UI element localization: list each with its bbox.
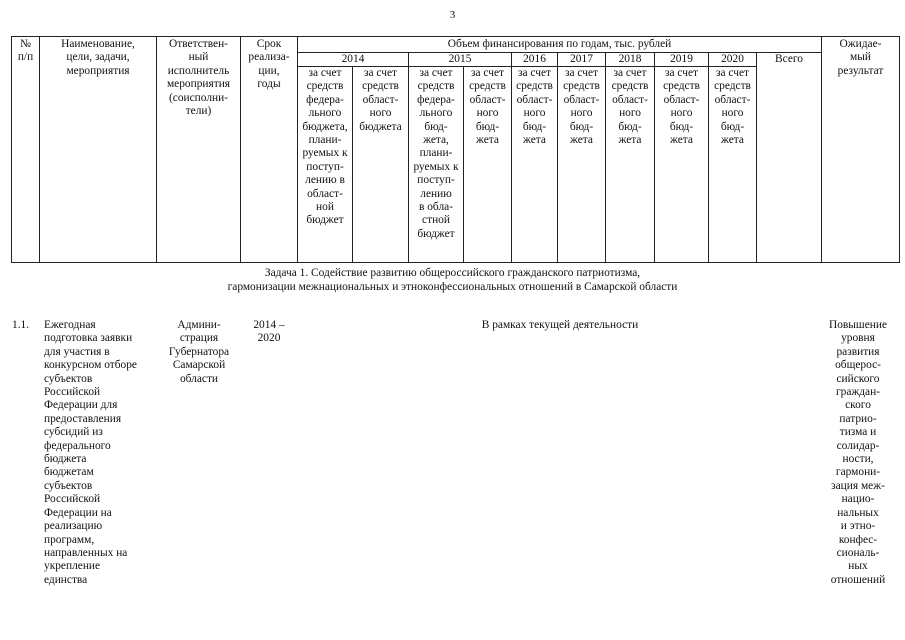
header-result-line: результат (837, 64, 884, 77)
subheader-line: лению (420, 187, 452, 200)
subheader-federal-2015 (409, 67, 463, 241)
row-responsible (157, 319, 241, 386)
row-result-line: ных (848, 560, 868, 573)
header-responsible (157, 38, 240, 118)
row-result-line: уровня (841, 332, 875, 345)
row-responsible-line: Админи- (177, 319, 221, 331)
header-name-line: мероприятия (66, 64, 130, 77)
row-activity-line: федерального (44, 439, 111, 452)
row-result-line: Повышение (828, 319, 888, 331)
row-responsible-line: страция (179, 332, 219, 345)
subheader-line: средств (611, 80, 649, 93)
header-term-line: годы (257, 78, 281, 91)
subheader-line: за счет (613, 67, 647, 79)
table-border-bottom (11, 262, 900, 263)
header-total: Всего (775, 53, 803, 65)
subheader-line: средств (306, 80, 344, 93)
subheader-line: плани- (308, 134, 342, 147)
subheader-line: средств (362, 80, 399, 93)
row-activity-line: направленных на (44, 546, 128, 559)
year-2019: 2019 (670, 53, 693, 65)
section-title-line: гармонизации межнациональных и этноконфессиональных отношений в Самарской области (227, 281, 678, 293)
subheader-line: жета, (423, 134, 449, 147)
row-funding: В рамках текущей деятельности (481, 319, 639, 331)
header-term-line: ции, (258, 64, 280, 77)
row-activity-line: Федерации для (44, 399, 118, 412)
subheader-line: бюджет (306, 214, 344, 227)
subheader-line: ного (369, 107, 392, 120)
subheader-line: област- (362, 93, 399, 106)
subheader-regional-2016 (512, 67, 557, 147)
header-name (40, 38, 156, 78)
subheader-line: средств (714, 80, 751, 93)
subheader-line: жета (670, 134, 693, 147)
row-responsible-line: Самарской (172, 359, 226, 372)
row-result-line: развития (836, 345, 880, 358)
subheader-line: за счет (518, 67, 551, 79)
subheader-line: средств (516, 80, 553, 93)
header-funding-title: Объем финансирования по годам, тыс. рублей (447, 38, 672, 50)
subheader-line: за счет (364, 67, 397, 79)
row-activity-line: подготовка заявки (44, 332, 133, 345)
row-activity-line: Российской (44, 493, 101, 506)
header-term-line: Срок (256, 38, 282, 50)
row-term (241, 319, 297, 346)
table-border-right (899, 36, 900, 263)
subheader-line: област- (469, 93, 506, 106)
subheader-line: ного (476, 107, 499, 120)
row-result-line: солидар- (836, 439, 880, 452)
row-activity-line: предоставления (44, 412, 122, 425)
subheader-line: бюд- (522, 120, 547, 133)
header-responsible-line: Ответствен- (169, 38, 228, 50)
subheader-regional-2019 (655, 67, 708, 147)
subheader-regional-2020 (709, 67, 756, 147)
subheader-line: бюд- (720, 120, 745, 133)
row-activity-line: реализацию (44, 520, 103, 533)
row-expected-result (818, 319, 898, 587)
subheader-line: жета (618, 134, 642, 147)
header-term (241, 38, 297, 92)
row-result-line: гармони- (835, 466, 881, 479)
row-activity-line: бюджетам (44, 466, 94, 479)
row-activity-line: Российской (44, 386, 101, 399)
row-activity-line: для участия в (44, 345, 110, 358)
year-2014: 2014 (341, 53, 365, 65)
row-activity-line: бюджета (44, 453, 87, 466)
header-result (822, 38, 899, 78)
subheader-line: руемых к (302, 147, 348, 160)
row-result-line: отношений (830, 573, 886, 586)
subheader-line: лению в (305, 174, 345, 187)
year-2015: 2015 (448, 53, 472, 65)
table-border-left (11, 36, 12, 263)
row-activity-line: укрепление (44, 560, 101, 573)
row-result-line: тизма и (839, 426, 877, 439)
table-border-top (11, 36, 900, 37)
page-number: 3 (449, 9, 456, 21)
row-activity-line: субъектов (44, 372, 93, 385)
table-header (11, 36, 900, 263)
section-title (0, 266, 905, 294)
row-result-line: зация меж- (831, 479, 885, 492)
subheader-line: федера- (306, 93, 344, 106)
subheader-federal-2014 (298, 67, 352, 228)
row-result-line: ности, (842, 453, 874, 466)
subheader-line: средств (417, 80, 455, 93)
subheader-line: поступ- (417, 174, 455, 187)
subheader-line: средств (663, 80, 700, 93)
subheader-line: жета (523, 134, 546, 147)
subheader-line: бюд- (618, 120, 642, 133)
row-result-line: нальных (837, 506, 879, 519)
row-result-line: и этно- (840, 520, 876, 533)
header-responsible-line: исполнитель (167, 64, 230, 77)
row-activity-line: единства (44, 573, 88, 586)
subheader-line: за счет (716, 67, 749, 79)
header-result-line: мый (850, 51, 871, 64)
subheader-line: ного (670, 107, 693, 120)
row-activity-line: субсидий из (44, 426, 103, 439)
subheader-regional-2018 (606, 67, 654, 147)
year-2020: 2020 (721, 53, 744, 65)
header-responsible-line: (соисполни- (168, 91, 228, 104)
year-2017: 2017 (570, 53, 593, 65)
header-responsible-line: мероприятия (166, 78, 231, 91)
row-activity-line: Ежегодная (44, 319, 96, 331)
subheader-line: за счет (565, 67, 598, 79)
row-activity-line: конкурсном отборе (44, 359, 137, 372)
col-divider (756, 52, 757, 263)
subheader-line: за счет (471, 67, 504, 79)
subheader-line: средств (469, 80, 506, 93)
row-activity-line: Федерации на (44, 506, 112, 519)
subheader-line: льного (308, 107, 342, 120)
section-title-line: Задача 1. Содействие развитию общероссийского гражданского патриотизма, (264, 267, 641, 279)
subheader-regional-2017 (558, 67, 605, 147)
row-term-line: 2020 (257, 332, 281, 345)
row-result-line: граждан- (835, 386, 881, 399)
row-result-line: сиональ- (836, 546, 880, 559)
header-name-line: Наименование, (61, 38, 135, 50)
row-activity-line: программ, (44, 533, 95, 546)
subheader-line: жета (476, 134, 499, 147)
subheader-line: бюд- (475, 120, 500, 133)
header-num (12, 38, 39, 65)
subheader-line: бюд- (569, 120, 594, 133)
row-responsible-line: Губернатора (168, 345, 230, 358)
row-responsible-line: области (179, 372, 219, 385)
subheader-line: льного (419, 107, 453, 120)
subheader-line: бюд- (424, 120, 448, 133)
subheader-line: област- (307, 187, 343, 200)
subheader-line: област- (612, 93, 648, 106)
row-result-line: нацио- (841, 493, 875, 506)
subheader-line: бюджета (359, 120, 402, 133)
row-result-line: патрио- (839, 412, 877, 425)
subheader-line: за счет (308, 67, 342, 79)
subheader-line: ного (570, 107, 593, 120)
subheader-line: в обла- (419, 201, 453, 214)
year-2018: 2018 (618, 53, 642, 65)
subheader-line: бюд- (669, 120, 694, 133)
subheader-line: ного (523, 107, 546, 120)
header-responsible-line: тели) (185, 105, 212, 118)
subheader-line: ного (619, 107, 641, 120)
subheader-line: стной (422, 214, 450, 227)
subheader-line: област- (714, 93, 751, 106)
subheader-line: ной (316, 201, 334, 214)
row-activity-line: субъектов (44, 479, 93, 492)
header-responsible-line: ный (188, 51, 209, 64)
subheader-line: област- (516, 93, 553, 106)
subheader-line: жета (570, 134, 593, 147)
row-result-line: общерос- (835, 359, 881, 372)
subheader-line: федера- (417, 93, 455, 106)
subheader-line: жета (721, 134, 744, 147)
subheader-line: плани- (419, 147, 453, 160)
row-term-line: 2014 – (253, 319, 285, 331)
subheader-line: средств (563, 80, 600, 93)
row-result-line: ского (845, 399, 871, 412)
subheader-line: бюджет (417, 227, 455, 240)
header-num-line: п/п (17, 51, 34, 64)
header-term-line: реализа- (248, 51, 290, 64)
subheader-regional-2014 (353, 67, 408, 134)
header-num-line: № (20, 38, 31, 50)
subheader-line: ного (721, 107, 744, 120)
subheader-line: руемых к (413, 160, 459, 173)
header-name-line: цели, задачи, (66, 51, 130, 64)
subheader-regional-2015 (464, 67, 511, 147)
row-result-line: сийского (836, 372, 880, 385)
subheader-line: област- (563, 93, 600, 106)
year-2016: 2016 (523, 53, 546, 65)
subheader-line: за счет (665, 67, 698, 79)
subheader-line: област- (663, 93, 700, 106)
subheader-line: бюджета, (302, 120, 348, 133)
subheader-line: поступ- (306, 160, 344, 173)
header-result-line: Ожидае- (839, 38, 882, 50)
row-activity-name (44, 319, 158, 587)
row-number: 1.1. (12, 319, 30, 331)
row-result-line: конфес- (838, 533, 878, 546)
subheader-line: за счет (419, 67, 453, 79)
